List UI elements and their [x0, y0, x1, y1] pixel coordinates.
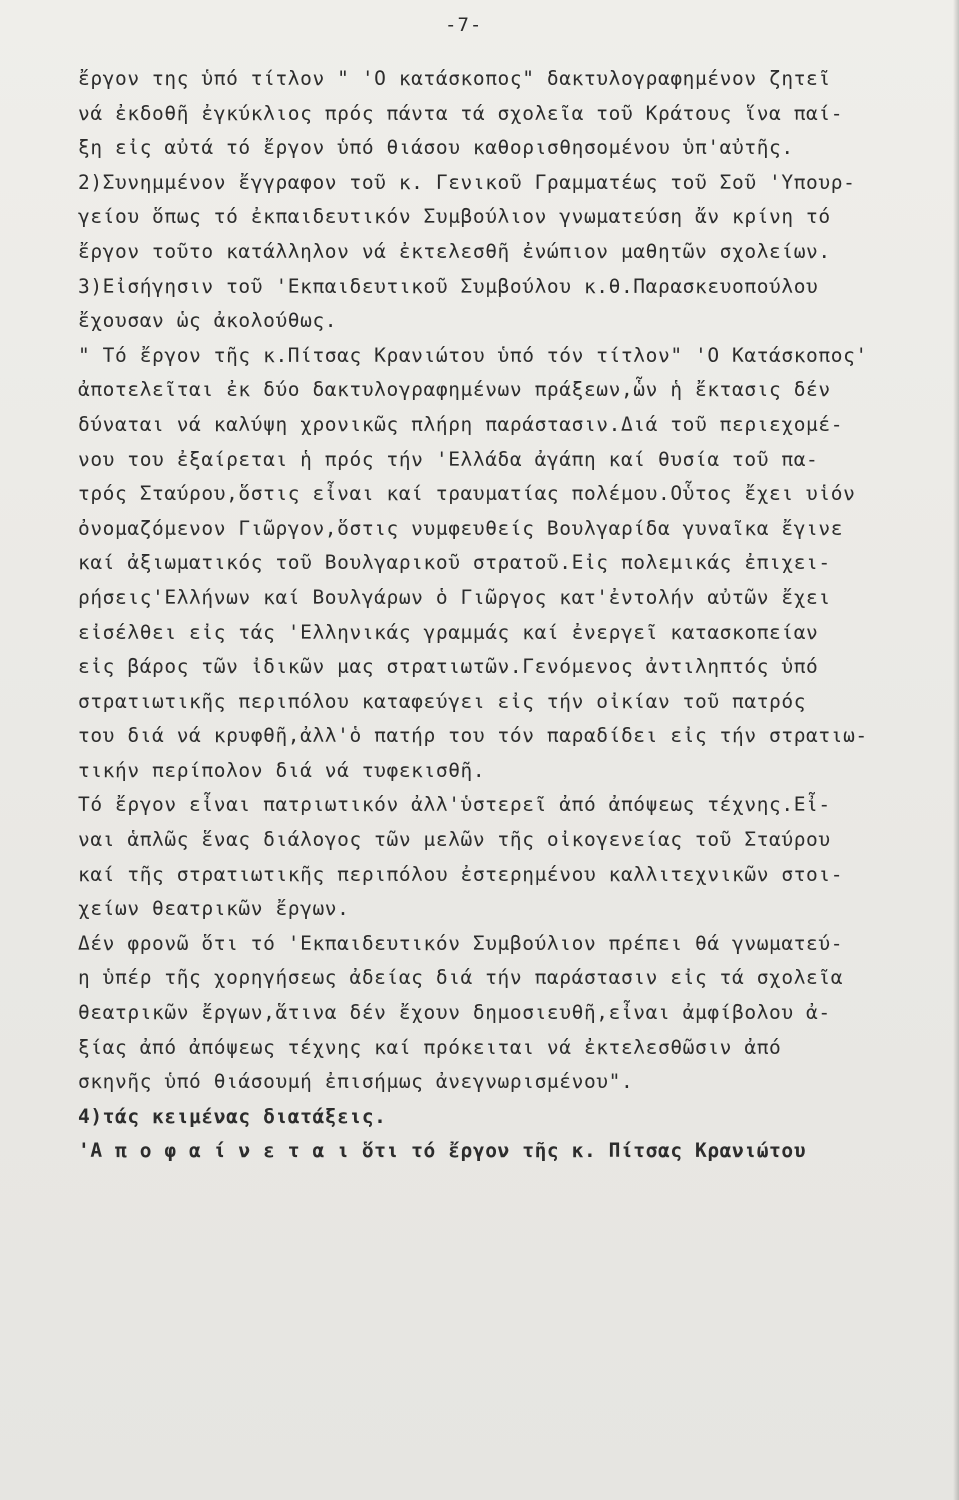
text-line: τικήν περίπολον διά νά τυφεκισθῆ.: [78, 758, 486, 782]
text-line: ἔργον τοῦτο κατάλληλον νά ἐκτελεσθῆ ἐνώπιον μαθητῶν σχολείων.: [78, 239, 831, 263]
text-line: χείων θεατρικῶν ἔργων.: [78, 897, 350, 921]
text-line: στρατιωτικῆς περιπόλου καταφεύγει εἰς τήν οἰκίαν τοῦ πατρός: [78, 689, 807, 713]
text-line: ξη εἰς αὐτά τό ἔργον ὑπό θιάσου καθορισθησομένου ὑπ'αὐτῆς.: [78, 136, 794, 160]
text-line: ὀνομαζόμενον Γιῶργον,ὅστις νυμφευθείς Βουλγαρίδα γυναῖκα ἔγινε: [78, 516, 844, 540]
text-line: δύναται νά καλύψη χρονικῶς πλήρη παράστασιν.Διά τοῦ περιεχομέ-: [78, 412, 844, 436]
text-line: εἰς βάρος τῶν ἰδικῶν μας στρατιωτῶν.Γενόμενος ἀντιληπτός ὑπό: [78, 655, 819, 679]
text-line: θεατρικῶν ἔργων,ἅτινα δέν ἔχουν δημοσιευθῆ,εἶναι ἀμφίβολου ἀ-: [78, 1001, 831, 1025]
text-line: 4)τάς κειμένας διατάξεις.: [78, 1104, 387, 1128]
text-line: ναι ἁπλῶς ἕνας διάλογος τῶν μελῶν τῆς οἰκογενείας τοῦ Σταύρου: [78, 828, 831, 852]
page-edge-shadow: [953, 0, 959, 1500]
text-line: " Τό ἔργον τῆς κ.Πίτσας Κρανιώτου ὑπό τόν τίτλον" 'Ο Κατάσκοπος': [78, 343, 868, 367]
text-line: ρήσεις'Ελλήνων καί Βουλγάρων ὁ Γιῶργος κατ'ἐντολήν αὐτῶν ἔχει: [78, 585, 831, 609]
page-number: -7-: [445, 14, 483, 36]
text-line: νά ἐκδοθῆ ἐγκύκλιος πρός πάντα τά σχολεῖα τοῦ Κράτους ἵνα παί-: [78, 101, 844, 125]
text-line: νου του ἐξαίρεται ἡ πρός τήν 'Ελλάδα ἀγάπη καί θυσία τοῦ πα-: [78, 447, 819, 471]
text-line: σκηνῆς ὑπό θιάσουμή ἐπισήμως ἀνεγνωρισμένου".: [78, 1070, 634, 1094]
text-line: η ὑπέρ τῆς χορηγήσεως ἀδείας διά τήν παράστασιν εἰς τά σχολεῖα: [78, 966, 844, 990]
text-line: ξίας ἀπό ἀπόψεως τέχνης καί πρόκειται νά ἐκτελεσθῶσιν ἀπό: [78, 1035, 782, 1059]
text-line: Δέν φρονῶ ὅτι τό 'Εκπαιδευτικόν Συμβούλιον πρέπει θά γνωματεύ-: [78, 931, 844, 955]
text-line: του διά νά κρυφθῆ,ἀλλ'ὁ πατήρ του τόν παραδίδει εἰς τήν στρατιω-: [78, 724, 868, 748]
text-line: καί ἀξιωματικός τοῦ Βουλγαρικοῦ στρατοῦ.Εἰς πολεμικάς ἐπιχει-: [78, 551, 831, 575]
text-line: Τό ἔργον εἶναι πατριωτικόν ἀλλ'ὑστερεῖ ἀπό ἀπόψεως τέχνης.Εἶ-: [78, 793, 831, 817]
text-line: γείου ὅπως τό ἐκπαιδευτικόν Συμβούλιον γνωματεύση ἄν κρίνη τό: [78, 205, 831, 229]
text-line: τρός Σταύρου,ὅστις εἶναι καί τραυματίας πολέμου.Οὗτος ἔχει υἱόν: [78, 482, 856, 506]
text-line: 2)Συνημμένον ἔγγραφον τοῦ κ. Γενικοῦ Γραμματέως τοῦ Σοῦ 'Υπουρ-: [78, 170, 856, 194]
text-line: ἔχουσαν ὡς ἀκολούθως.: [78, 309, 338, 333]
text-line: ἔργον της ὑπό τίτλον " 'Ο κατάσκοπος" δακτυλογραφημένον ζητεῖ: [78, 67, 831, 90]
text-line: καί τῆς στρατιωτικῆς περιπόλου ἐστερημένου καλλιτεχνικῶν στοι-: [78, 862, 844, 886]
typed-text-body: [78, 62, 956, 1169]
text-line: εἰσέλθει εἰς τάς 'Ελληνικάς γραμμάς καί ἐνεργεῖ κατασκοπείαν: [78, 620, 819, 644]
decision-line: 'Α π ο φ α ί ν ε τ α ι ὅτι τό ἔργον τῆς κ. Πίτσας Κρανιώτου: [78, 1139, 807, 1163]
text-line: 3)Εἰσήγησιν τοῦ 'Εκπαιδευτικοῦ Συμβούλου κ.θ.Παρασκευοπούλου: [78, 274, 819, 298]
text-line: ἀποτελεῖται ἐκ δύο δακτυλογραφημένων πράξεων,ὧν ἡ ἔκτασις δέν: [78, 378, 831, 402]
